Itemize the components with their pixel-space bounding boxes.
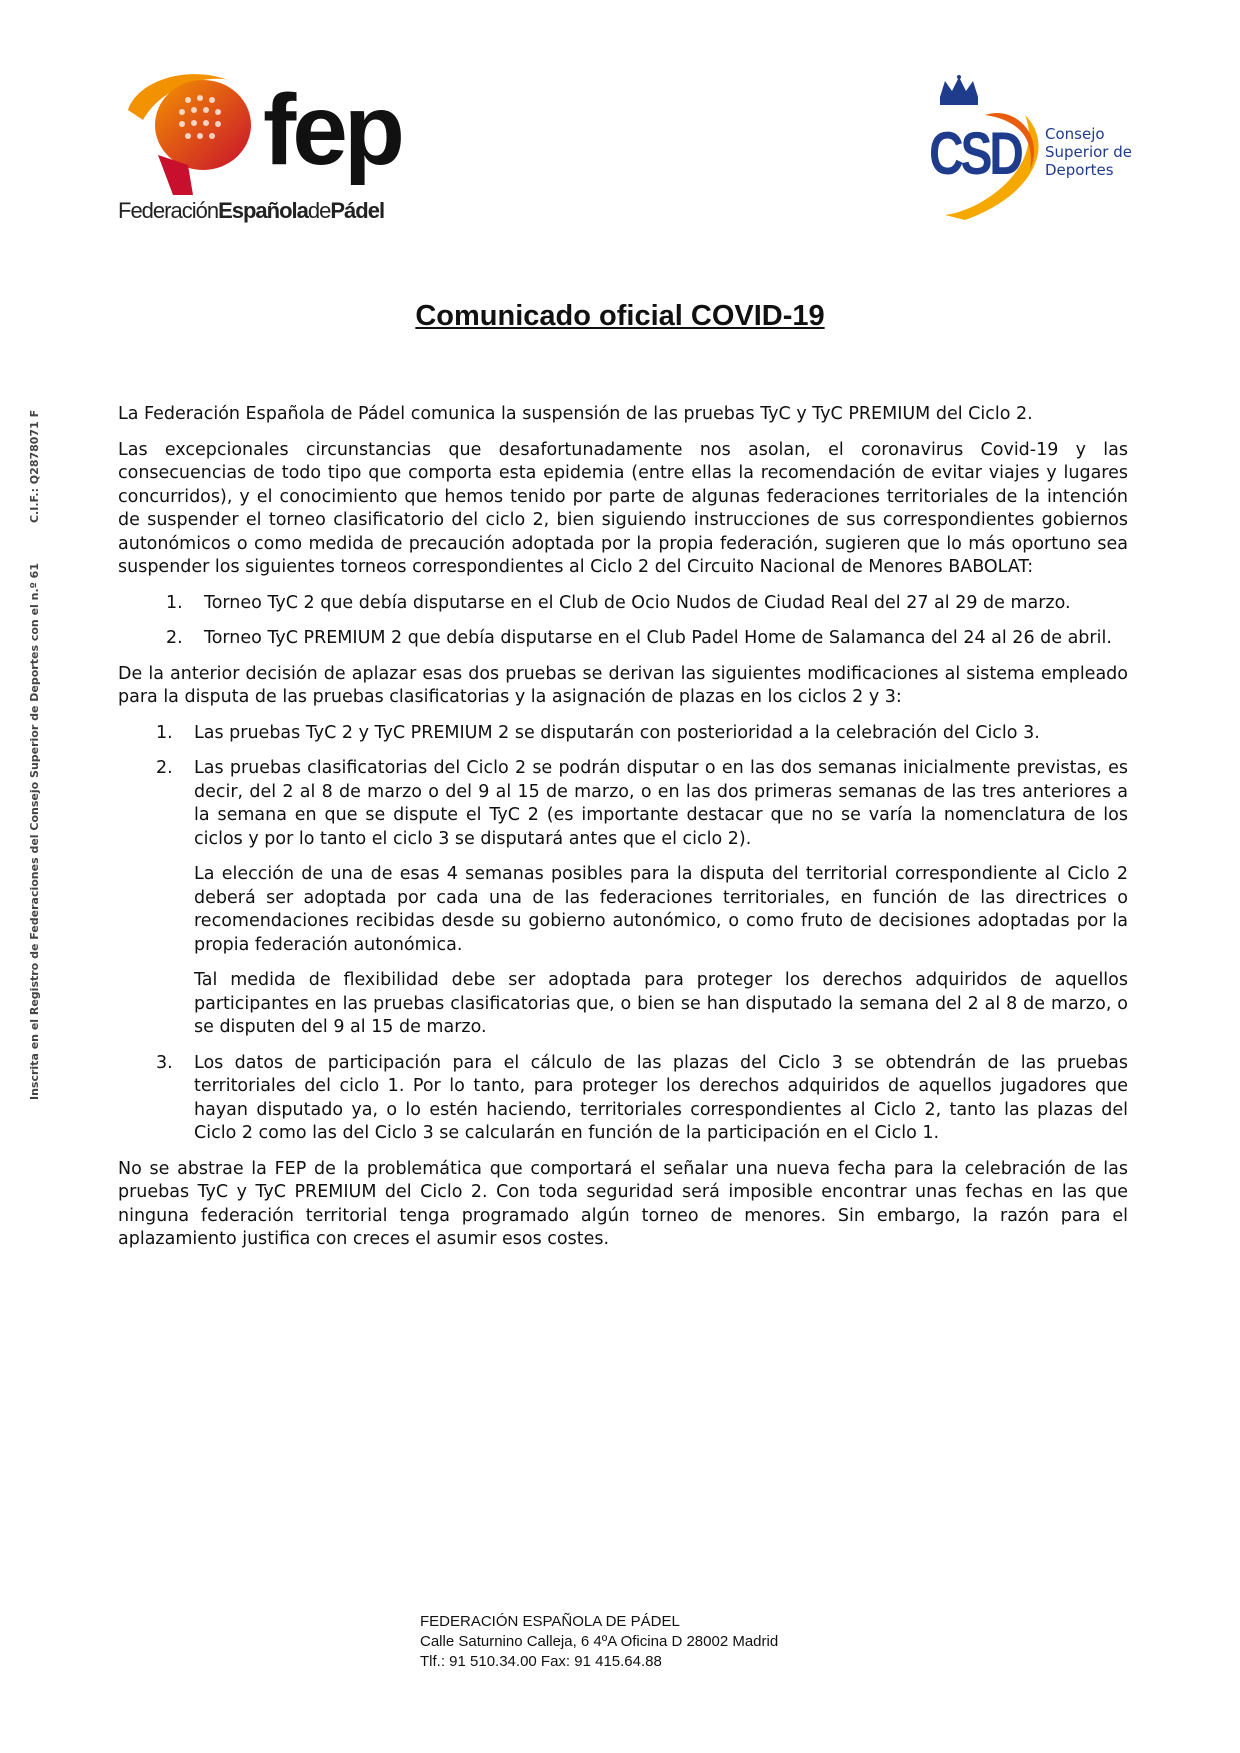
paragraph-intro: La Federación Española de Pádel comunica la suspensión de las pruebas TyC y TyC PREMIUM del Ciclo 2. [118,404,1033,424]
list-item: 2. Las pruebas clasificatorias del Ciclo 2 se podrán disputar o en las dos semanas inicialmente previstas, es decir, del 2 al 8 de marzo o del 9 al 15 de marzo, o en las dos primeras semanas de las tres anteriores a la semana en que se dispute el TyC 2 (es importante destacar que no se varía la nomenclatura de los ciclos y por lo tanto el ciclo 3 se disputará antes que el ciclo 2). La elección de una de esas 4 semanas posibles para la disputa del territorial correspondiente al Ciclo 2 deberá ser adoptada por cada una de las federaciones territoriales, en función de las directrices o recomendaciones recibidas desde su gobierno autonómico, o como fruto de decisiones adoptadas por la propia federación autonómica. Tal medida de flexibilidad debe ser adoptada para proteger los derechos adquiridos de aquellos participantes en las pruebas clasificatorias que, o bien se han disputado la semana del 2 al 8 de marzo, o se disputen del 9 al 15 de marzo. [118,757,1128,1040]
paragraph-circumstances: Las excepcionales circunstancias que desafortunadamente nos asolan, el coronavirus Covid-19 y las consecuencias de todo tipo que comporta esta epidemia (entre ellas la recomendación de evitar viajes y lugares concurridos), y el conocimiento que hemos tenido por parte de algunas federaciones territoriales de la intención de suspender el torneo clasificatorio del ciclo 2, bien siguiendo instrucciones de sus correspondientes gobiernos autonómicos o como medida de precaución adoptada por la propia federación, sugieren que lo más oportuno sea suspender los siguientes torneos correspondientes al Ciclo 2 del Circuito Nacional de Menores BABOLAT: [118,439,1128,577]
modifications-list [118,722,1128,1146]
list-subparagraph: Tal medida de flexibilidad debe ser adoptada para proteger los derechos adquiridos de aquellos participantes en las pruebas clasificatorias que, o bien se han disputado la semana del 2 al 8 de marzo, o se disputen del 9 al 15 de marzo. [194,970,1128,1037]
fep-subtitle: FederaciónEspañoladePádel [118,198,385,223]
list-item: 1. Torneo TyC 2 que debía disputarse en el Club de Ocio Nudos de Ciudad Real del 27 al 29 de marzo. [166,592,1071,613]
document-body [118,403,1128,1264]
fep-logo [118,70,428,223]
footer-phone-fax: Tlf.: 91 510.34.00 Fax: 91 415.64.88 [420,1653,662,1670]
paragraph-modifications: De la anterior decisión de aplazar esas dos pruebas se derivan las siguientes modificaciones al sistema empleado para la disputa de las pruebas clasificatorias y la asignación de plazas en los ciclos 2 y 3: [118,663,1128,707]
footer-address-line: Calle Saturnino Calleja, 6 4ºA Oficina D 28002 Madrid [420,1633,779,1650]
registry-side-text [28,409,41,1100]
list-item: 1. Las pruebas TyC 2 y TyC PREMIUM 2 se disputarán con posterioridad a la celebración del Ciclo 3. [156,722,1040,743]
list-subparagraph: La elección de una de esas 4 semanas posibles para la disputa del territorial correspondiente al Ciclo 2 deberá ser adoptada por cada una de las federaciones territoriales, en función de las directrices o recomendaciones recibidas desde su gobierno autonómico, o como fruto de decisiones adoptadas por la propia federación autonómica. [194,864,1128,955]
registry-text: Inscrita en el Registro de Federaciones del Consejo Superior de Deportes con el n.º 61 [28,563,41,1100]
page-title: Comunicado oficial COVID-19 [415,300,825,332]
csd-name: Consejo Superior de Deportes [1045,125,1132,179]
paragraph-conclusion: No se abstrae la FEP de la problemática que comportará el señalar una nueva fecha para la celebración de las pruebas TyC y TyC PREMIUM del Ciclo 2. Con toda seguridad será imposible encontrar unas fechas en las que ninguna federación territorial tenga programado algún torneo de menores. Sin embargo, la razón para el aplazamiento justifica con creces el asumir esos costes. [118,1158,1128,1249]
footer-address [420,1612,778,1672]
cif-text: C.I.F.: Q2878071 F [28,409,41,524]
fep-wordmark: fep [263,74,401,186]
footer-org-name: FEDERACIÓN ESPAÑOLA DE PÁDEL [420,1613,680,1630]
csd-letters: CSD [929,120,1021,187]
list-item: 2. Torneo TyC PREMIUM 2 que debía disputarse en el Club Padel Home de Salamanca del 24 al 26 de abril. [166,628,1112,648]
list-item: 3. Los datos de participación para el cálculo de las plazas del Ciclo 3 se obtendrán de las pruebas territoriales del ciclo 1. Por lo tanto, para proteger los derechos adquiridos de aquellos jugadores que hayan disputado ya, o lo estén haciendo, territoriales correspondientes al Ciclo 2, tanto las plazas del Ciclo 2 como las del Ciclo 3 se calcularán en función de la participación en el Ciclo 1. [156,1052,1128,1143]
suspended-tournaments-list [118,592,1128,651]
csd-logo [925,75,1135,225]
